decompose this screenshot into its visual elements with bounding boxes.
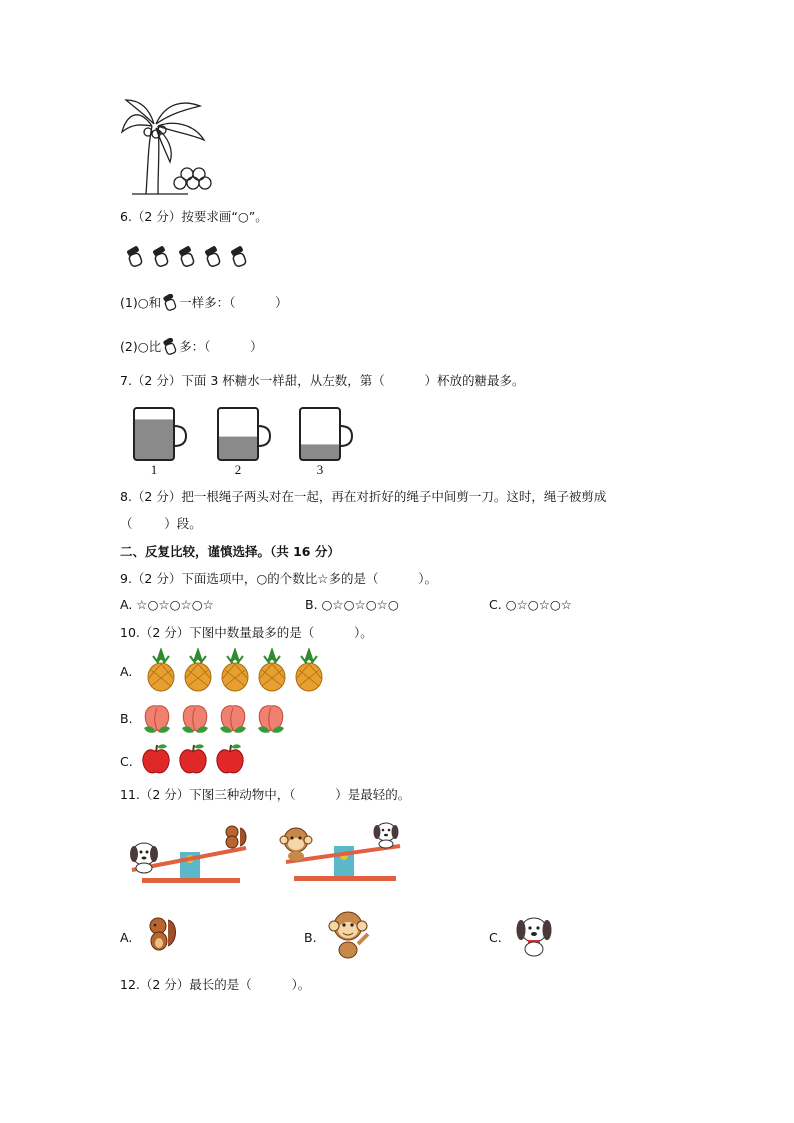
- monkey-icon: [328, 908, 374, 960]
- squirrel-icon: [226, 826, 246, 848]
- question-9-option-c[interactable]: C. ○☆○☆○☆: [489, 597, 573, 612]
- part-1-answer-blank: 一样多：（ ）: [179, 295, 288, 310]
- cup-2: [214, 404, 274, 478]
- dog-icon: [512, 912, 558, 958]
- question-8-stem-line-1: 8.（2 分）把一根绳子两头对在一起，再在对折好的绳子中间剪一刀。这时，绳子被剪成: [120, 489, 607, 504]
- monkey-icon: [280, 828, 312, 861]
- acorn-icon: [124, 246, 146, 268]
- question-11-stem: 11.（2 分）下图三种动物中，（ ）是最轻的。: [120, 787, 411, 802]
- peach-icon: [178, 698, 212, 734]
- question-9-stem: 9.（2 分）下面选项中，○的个数比☆多的是（ ）。: [120, 571, 437, 586]
- question-9-option-a[interactable]: A. ☆○☆○☆○☆: [120, 597, 214, 612]
- pineapple-icon: [220, 648, 250, 692]
- question-8-stem-line-2: （ ）段。: [120, 516, 202, 531]
- apple-icon: [140, 742, 172, 776]
- acorn-icon: [202, 246, 224, 268]
- apple-icon: [214, 742, 246, 776]
- cup-icon: [296, 404, 356, 462]
- pineapple-row: [146, 648, 324, 692]
- cup-label: 1: [150, 462, 158, 477]
- pineapple-icon: [183, 648, 213, 692]
- part-2-prefix: (2)○比: [120, 339, 162, 354]
- peach-icon: [216, 698, 250, 734]
- question-6-part-1: [120, 294, 288, 312]
- pineapple-icon: [257, 648, 287, 692]
- question-10-option-b-label[interactable]: B.: [120, 711, 133, 726]
- acorn-icon: [176, 246, 198, 268]
- question-11-option-b-label[interactable]: B.: [304, 930, 317, 945]
- acorn-icon: [150, 246, 172, 268]
- question-10-option-c-label[interactable]: C.: [120, 754, 133, 769]
- question-11-option-c-label[interactable]: C.: [489, 930, 502, 945]
- peach-icon: [140, 698, 174, 734]
- cup-icon: [214, 404, 274, 462]
- apple-icon: [177, 742, 209, 776]
- cup-icon: [130, 404, 190, 462]
- seesaw-monkey-vs-dog: [270, 820, 402, 890]
- acorn-icon: [161, 338, 179, 356]
- apple-row: [140, 742, 246, 776]
- acorn-row: [124, 246, 250, 268]
- pineapple-icon: [146, 648, 176, 692]
- cup-label: 2: [234, 462, 242, 477]
- seesaw-dog-vs-squirrel: [122, 822, 248, 892]
- part-1-prefix: (1)○和: [120, 295, 162, 310]
- cup-1: [130, 404, 190, 478]
- peach-row: [140, 698, 288, 734]
- section-2-heading: 二、反复比较，谨慎选择。（共 16 分）: [120, 544, 340, 559]
- cup-3: [296, 404, 356, 478]
- question-7-stem: 7.（2 分）下面 3 杯糖水一样甜，从左数，第（ ）杯放的糖最多。: [120, 373, 525, 388]
- part-2-answer-blank: 多：（ ）: [179, 339, 263, 354]
- cups-figure: [130, 404, 370, 482]
- squirrel-icon: [144, 914, 178, 954]
- peach-icon: [254, 698, 288, 734]
- pineapple-icon: [294, 648, 324, 692]
- acorn-icon: [161, 294, 179, 312]
- acorn-icon: [228, 246, 250, 268]
- dog-icon: [374, 823, 399, 848]
- cup-label: 3: [316, 462, 324, 477]
- question-11-option-a-label[interactable]: A.: [120, 930, 133, 945]
- question-10-option-a-label[interactable]: A.: [120, 664, 133, 679]
- question-12-stem: 12.（2 分）最长的是（ ）。: [120, 977, 311, 992]
- palm-tree-illustration: [118, 96, 218, 196]
- question-10-stem: 10.（2 分）下图中数量最多的是（ ）。: [120, 625, 373, 640]
- question-6-stem: 6.（2 分）按要求画“○”。: [120, 209, 268, 224]
- question-9-option-b[interactable]: B. ○☆○☆○☆○: [305, 597, 399, 612]
- question-6-part-2: [120, 338, 263, 356]
